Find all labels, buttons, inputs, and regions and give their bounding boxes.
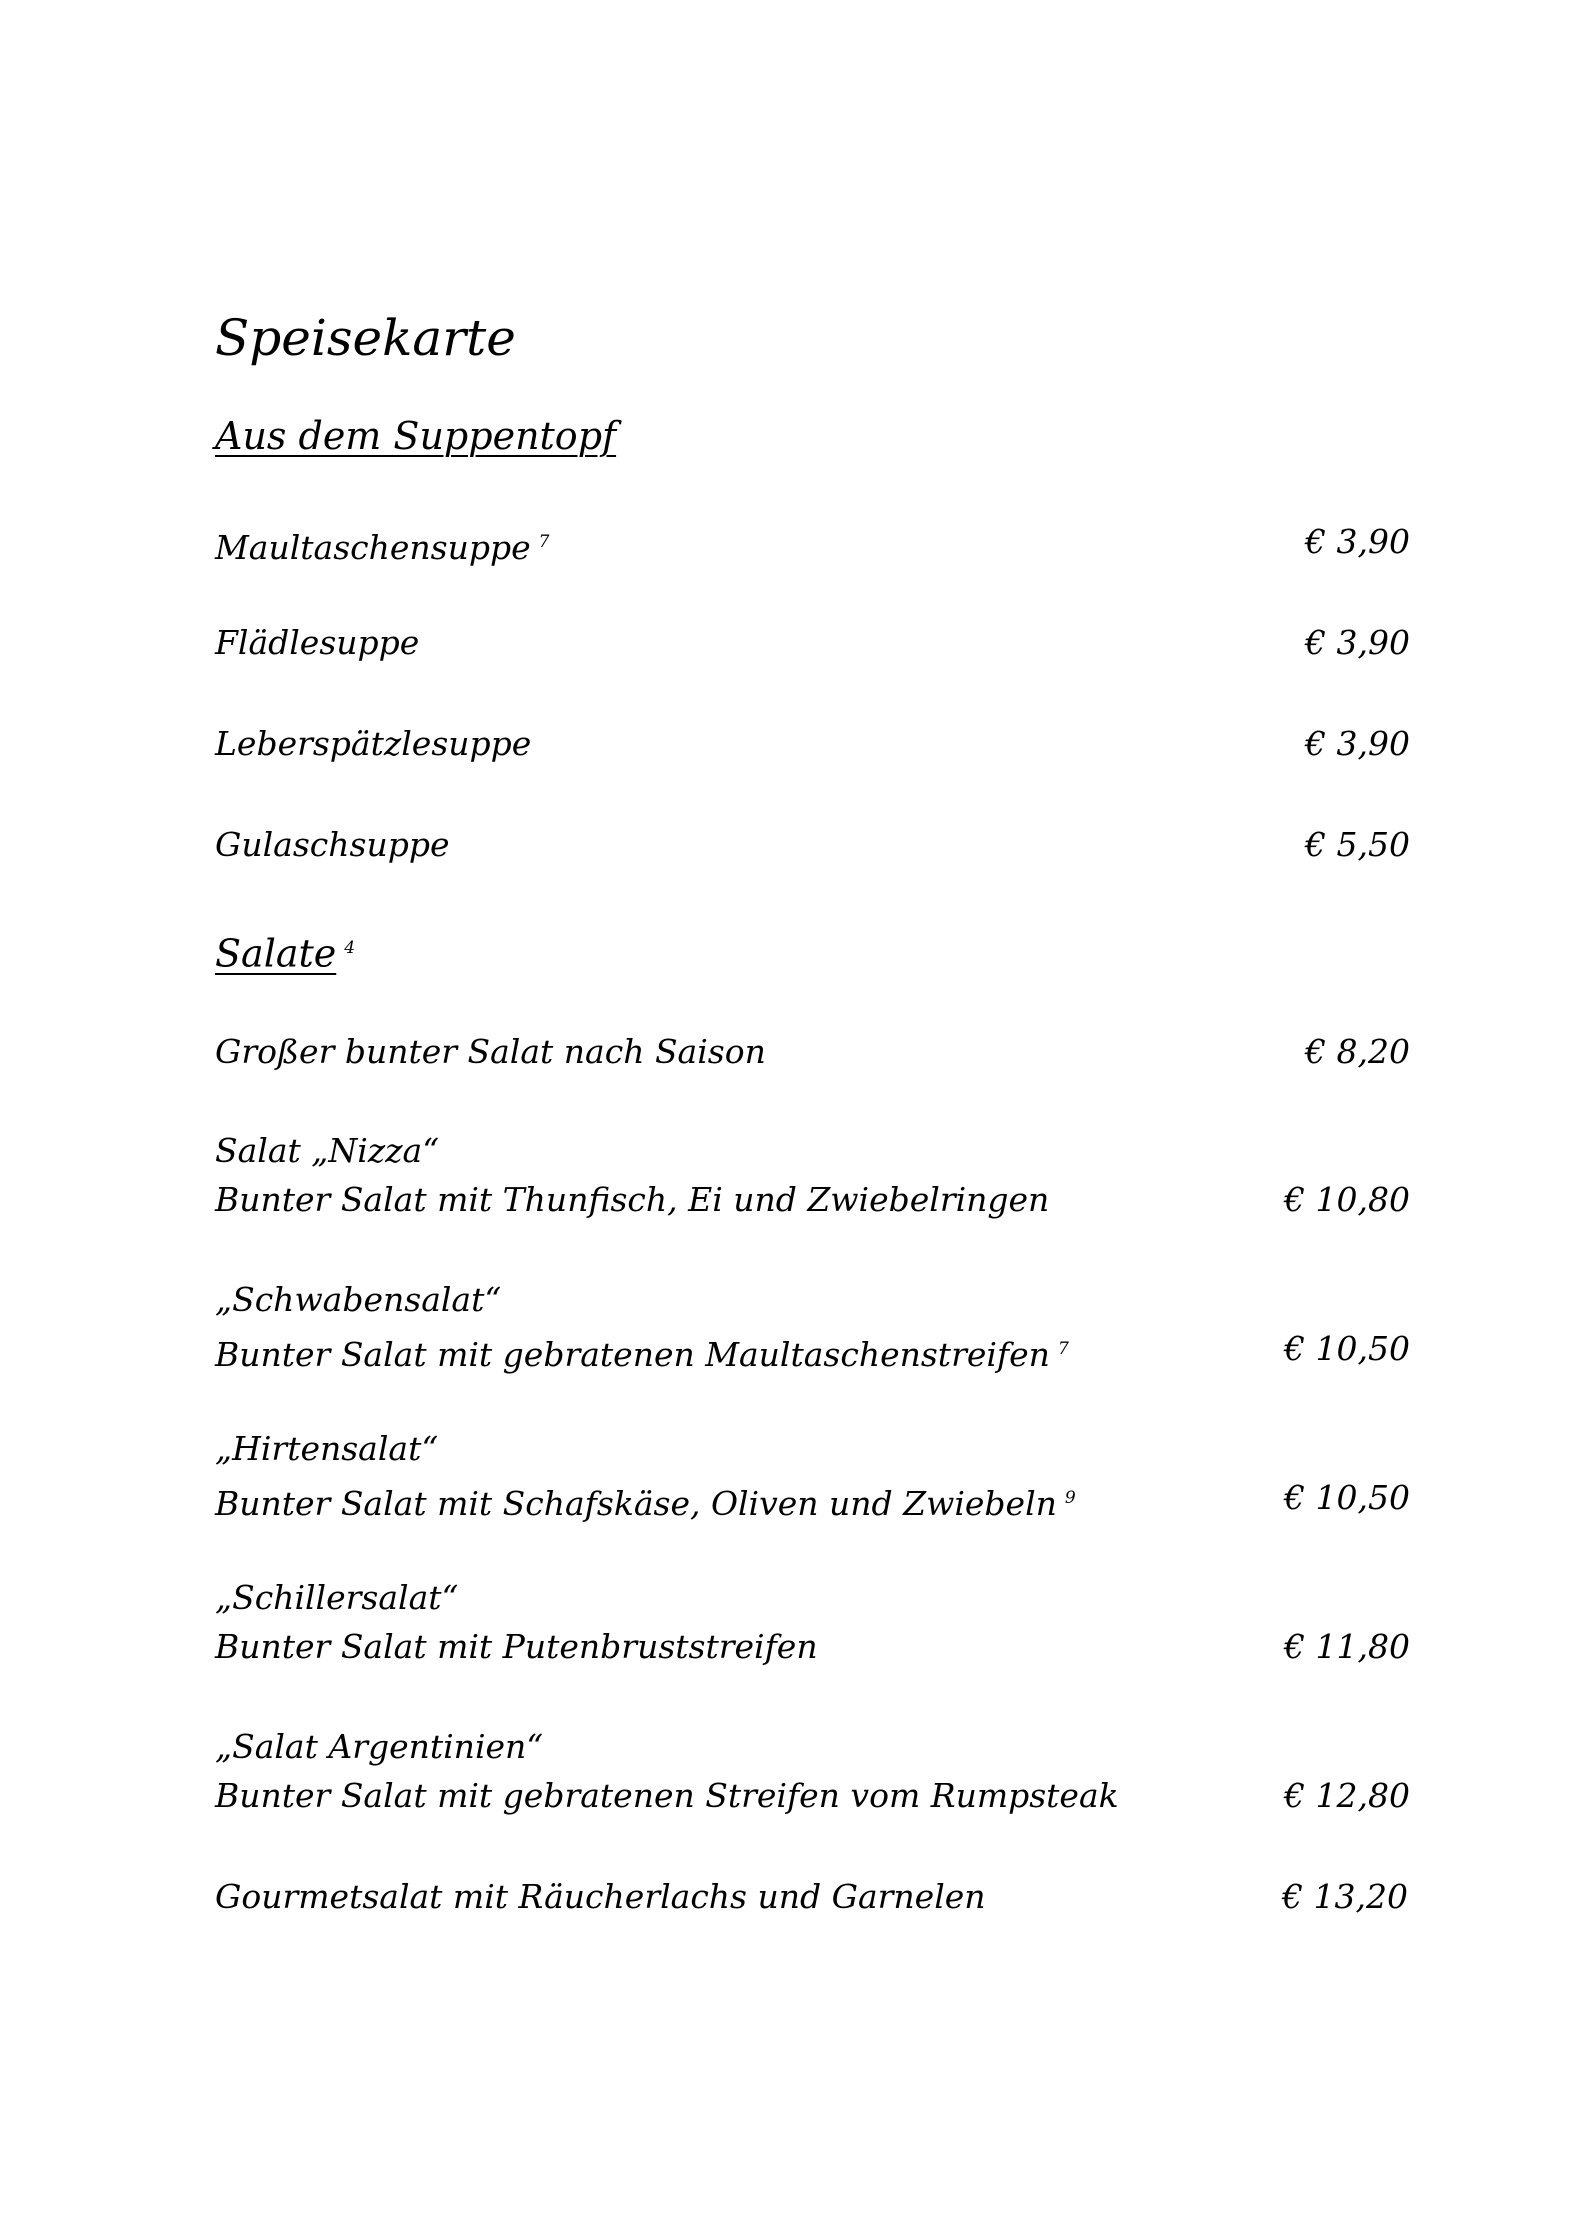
menu-item-price: € 13,20 — [1282, 1877, 1408, 1916]
menu-item-name: „Hirtensalat“ — [215, 1429, 439, 1468]
menu-item-name: Leberspätzlesuppe — [215, 724, 532, 763]
menu-item-name: Maultaschensuppe 7 — [215, 521, 549, 569]
menu-item-name: „Salat Argentinien“ — [215, 1727, 544, 1766]
section-heading-salads: Salate 4 — [215, 924, 355, 978]
menu-item-name: Gulaschsuppe — [215, 825, 450, 864]
menu-item-name: Gourmetsalat mit Räucherlachs und Garnelen — [215, 1877, 986, 1916]
menu-item-price: € 5,50 — [1305, 825, 1410, 864]
menu-item-name: Flädlesuppe — [215, 623, 420, 662]
menu-item-name: Großer bunter Salat nach Saison — [215, 1032, 766, 1071]
menu-item-description: Bunter Salat mit Putenbruststreifen — [215, 1627, 818, 1666]
menu-item-description: Bunter Salat mit Schafskäse, Oliven und Zwiebeln 9 — [215, 1477, 1076, 1525]
menu-item-price: € 10,80 — [1284, 1180, 1410, 1219]
menu-item-description: Bunter Salat mit gebratenen Maultaschenstreifen 7 — [215, 1328, 1069, 1376]
menu-item-price: € 3,90 — [1305, 724, 1410, 763]
menu-item-description: Bunter Salat mit gebratenen Streifen vom Rumpsteak — [215, 1776, 1119, 1815]
menu-item-price: € 8,20 — [1305, 1032, 1410, 1071]
allergen-note: 7 — [538, 532, 550, 552]
allergen-note: 9 — [1064, 1488, 1076, 1508]
menu-item-price: € 11,80 — [1284, 1627, 1410, 1666]
menu-item-name: „Schwabensalat“ — [215, 1280, 502, 1319]
menu-item-name: „Schillersalat“ — [215, 1578, 459, 1617]
menu-item-price: € 3,90 — [1305, 522, 1410, 561]
allergen-note: 4 — [344, 938, 356, 958]
page-title: Speisekarte — [215, 309, 516, 367]
menu-item-price: € 12,80 — [1284, 1776, 1410, 1815]
menu-item-price: € 3,90 — [1305, 623, 1410, 662]
menu-item-price: € 10,50 — [1284, 1329, 1410, 1368]
menu-item-price: € 10,50 — [1284, 1478, 1410, 1517]
section-heading-soups: Aus dem Suppentopf — [215, 414, 617, 458]
menu-item-description: Bunter Salat mit Thunfisch, Ei und Zwiebelringen — [215, 1180, 1050, 1219]
menu-item-name: Salat „Nizza“ — [215, 1131, 440, 1170]
allergen-note: 7 — [1057, 1339, 1069, 1359]
